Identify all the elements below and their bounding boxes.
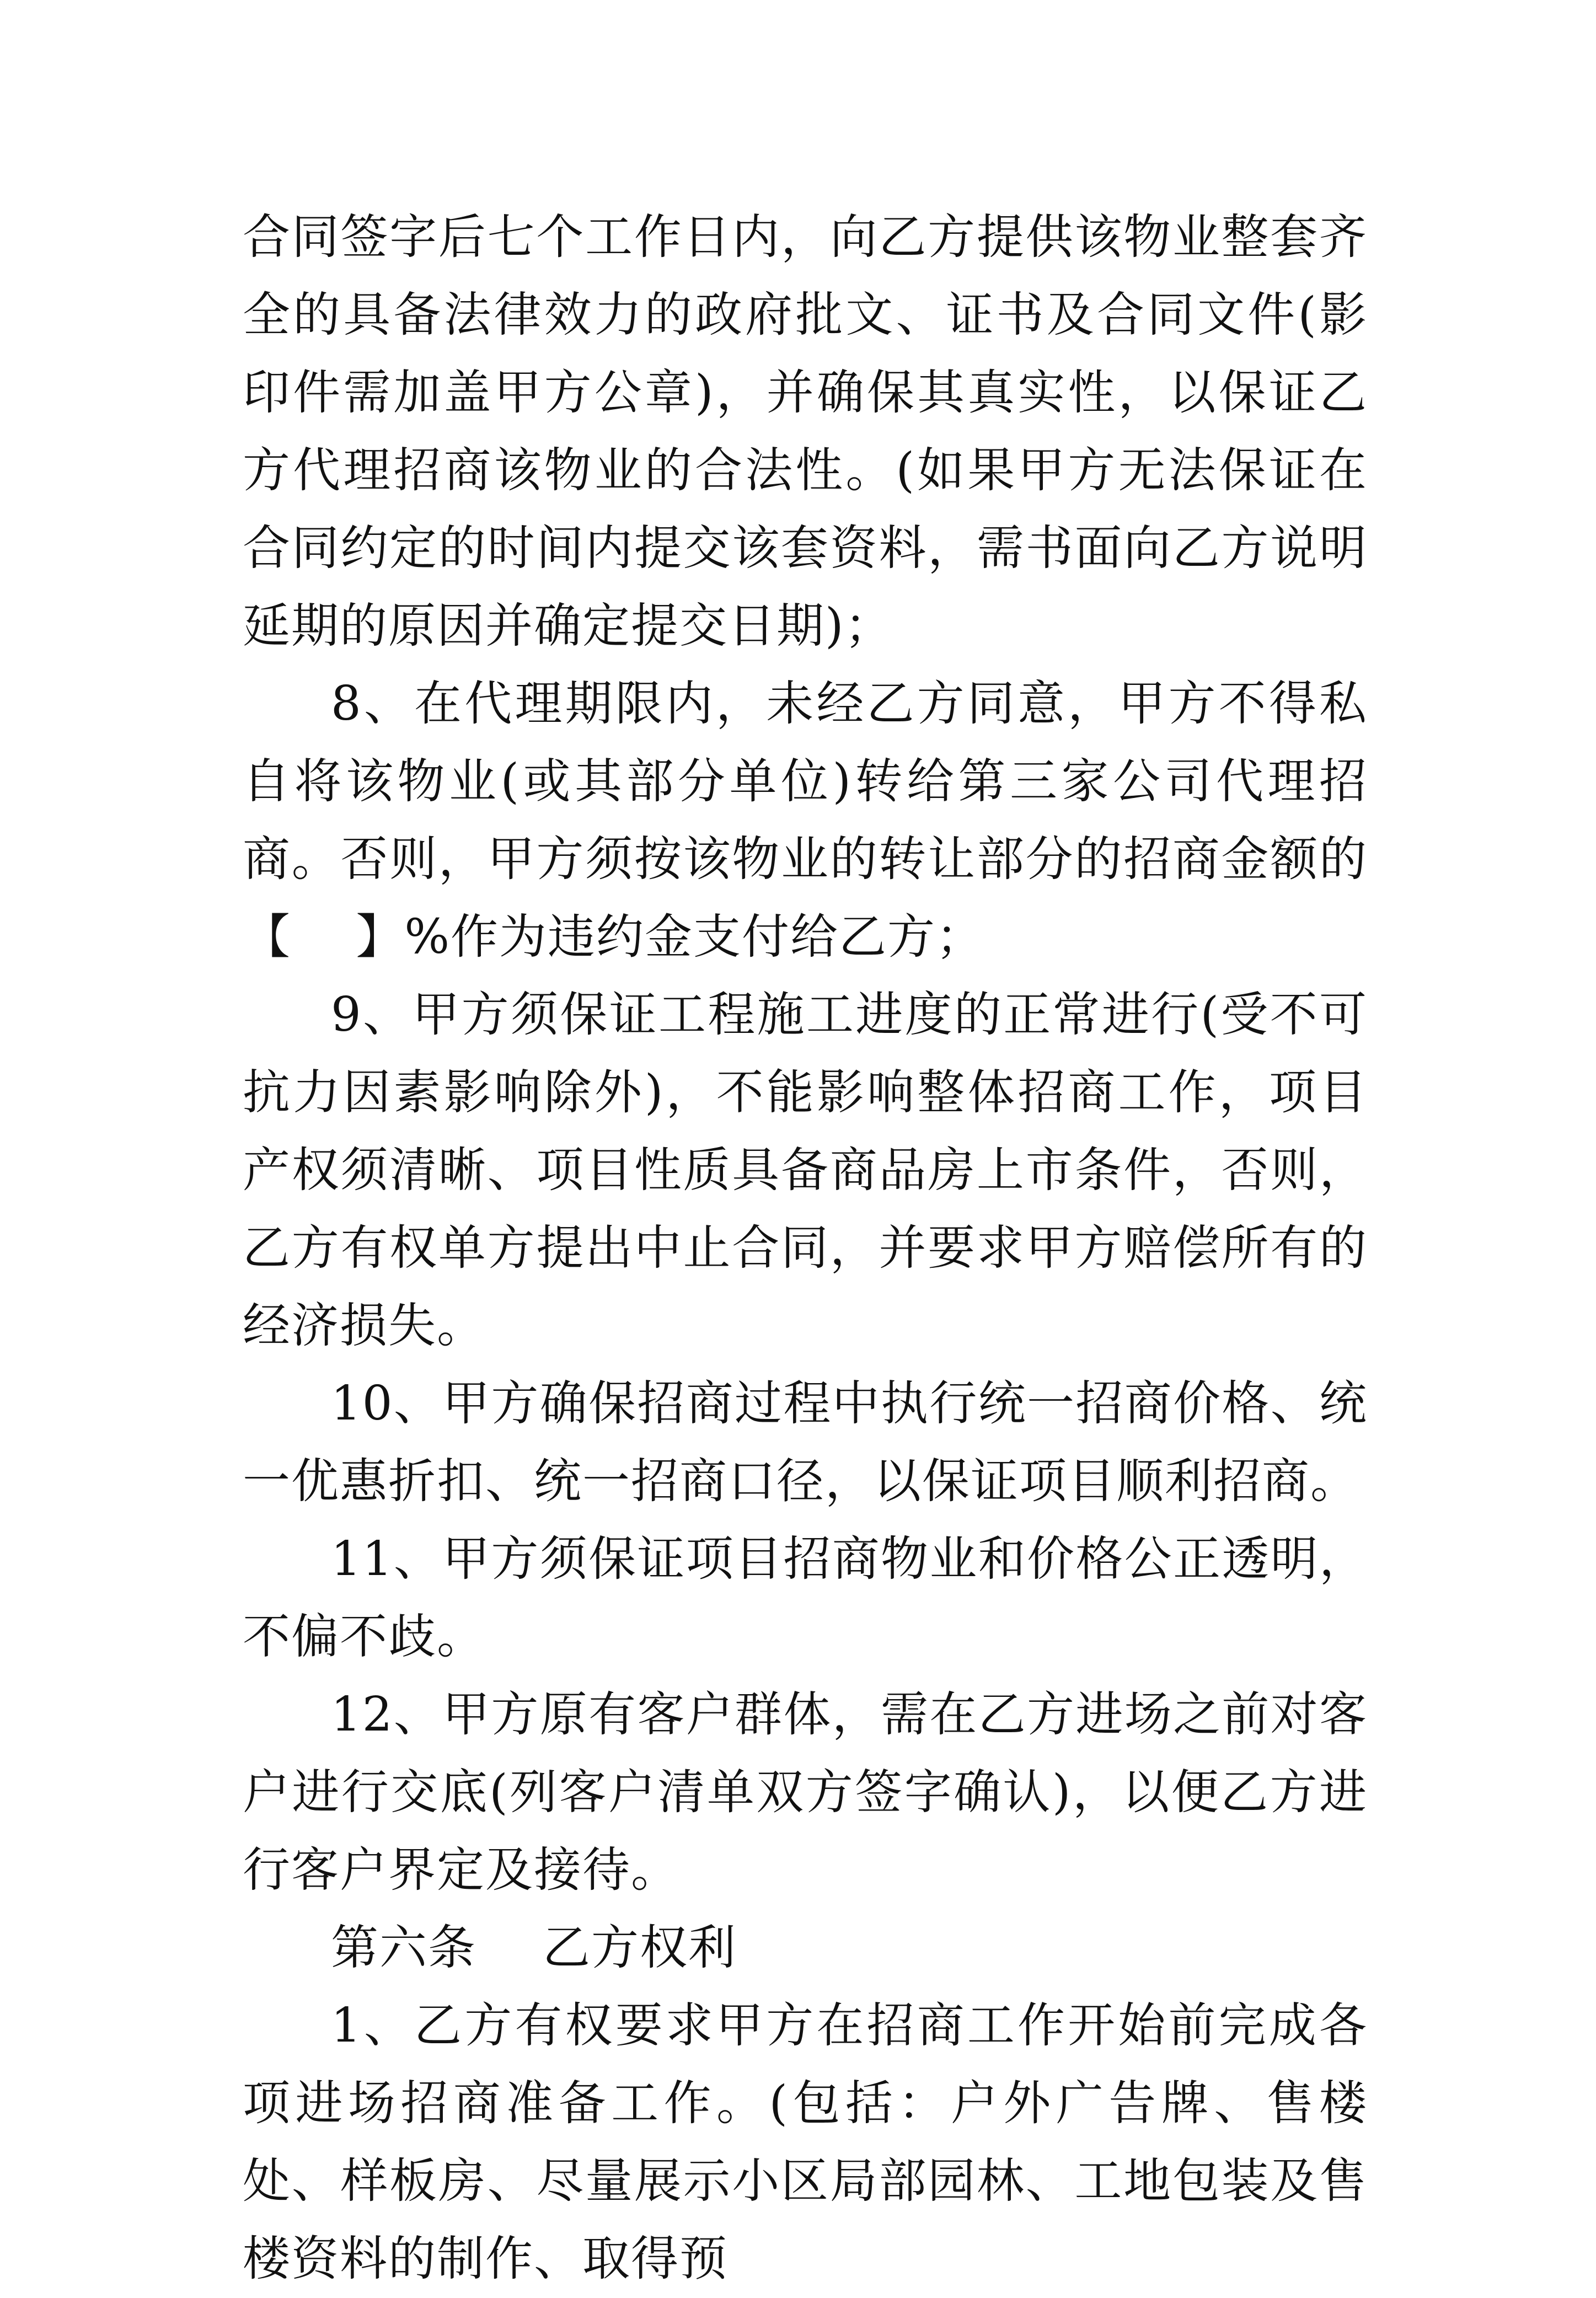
paragraph-right-1: 1、乙方有权要求甲方在招商工作开始前完成各项进场招商准备工作。(包括：户外广告牌、售楼处、样板房、尽量展示小区局部园林、工地包装及售楼资料的制作、取得预 xyxy=(243,1998,1368,2286)
paragraph-clause-9: 9、甲方须保证工程施工进度的正常进行(受不可抗力因素影响除外)，不能影响整体招商工作，项目产权须清晰、项目性质具备商品房上市条件，否则，乙方有权单方提出中止合同，并要求甲方赔偿所有的经济损失。 xyxy=(243,987,1368,1353)
document-body xyxy=(243,199,1368,2298)
paragraph-clause-8: 8、在代理期限内，未经乙方同意，甲方不得私自将该物业(或其部分单位)转给第三家公司代理招商。否则，甲方须按该物业的转让部分的招商金额的【 】%作为违约金支付给乙方； xyxy=(243,676,1368,965)
paragraph-clause-10: 10、甲方确保招商过程中执行统一招商价格、统一优惠折扣、统一招商口径，以保证项目顺利招商。 xyxy=(243,1376,1368,1509)
paragraph-continuation: 合同签字后七个工作日内，向乙方提供该物业整套齐全的具备法律效力的政府批文、证书及合同文件(影印件需加盖甲方公章)，并确保其真实性，以保证乙方代理招商该物业的合法性。(如果甲方无法保证在合同约定的时间内提交该套资料，需书面向乙方说明延期的原因并确定提交日期)； xyxy=(243,210,1368,653)
heading-article-number: 第六条 xyxy=(331,1920,476,1975)
paragraph-clause-12: 12、甲方原有客户群体，需在乙方进场之前对客户进行交底(列客户清单双方签字确认)，以便乙方进行客户界定及接待。 xyxy=(243,1687,1368,1898)
section-heading xyxy=(243,1909,1368,1987)
paragraph-clause-11: 11、甲方须保证项目招商物业和价格公正透明，不偏不歧。 xyxy=(243,1531,1368,1664)
heading-title: 乙方权利 xyxy=(543,1920,737,1975)
